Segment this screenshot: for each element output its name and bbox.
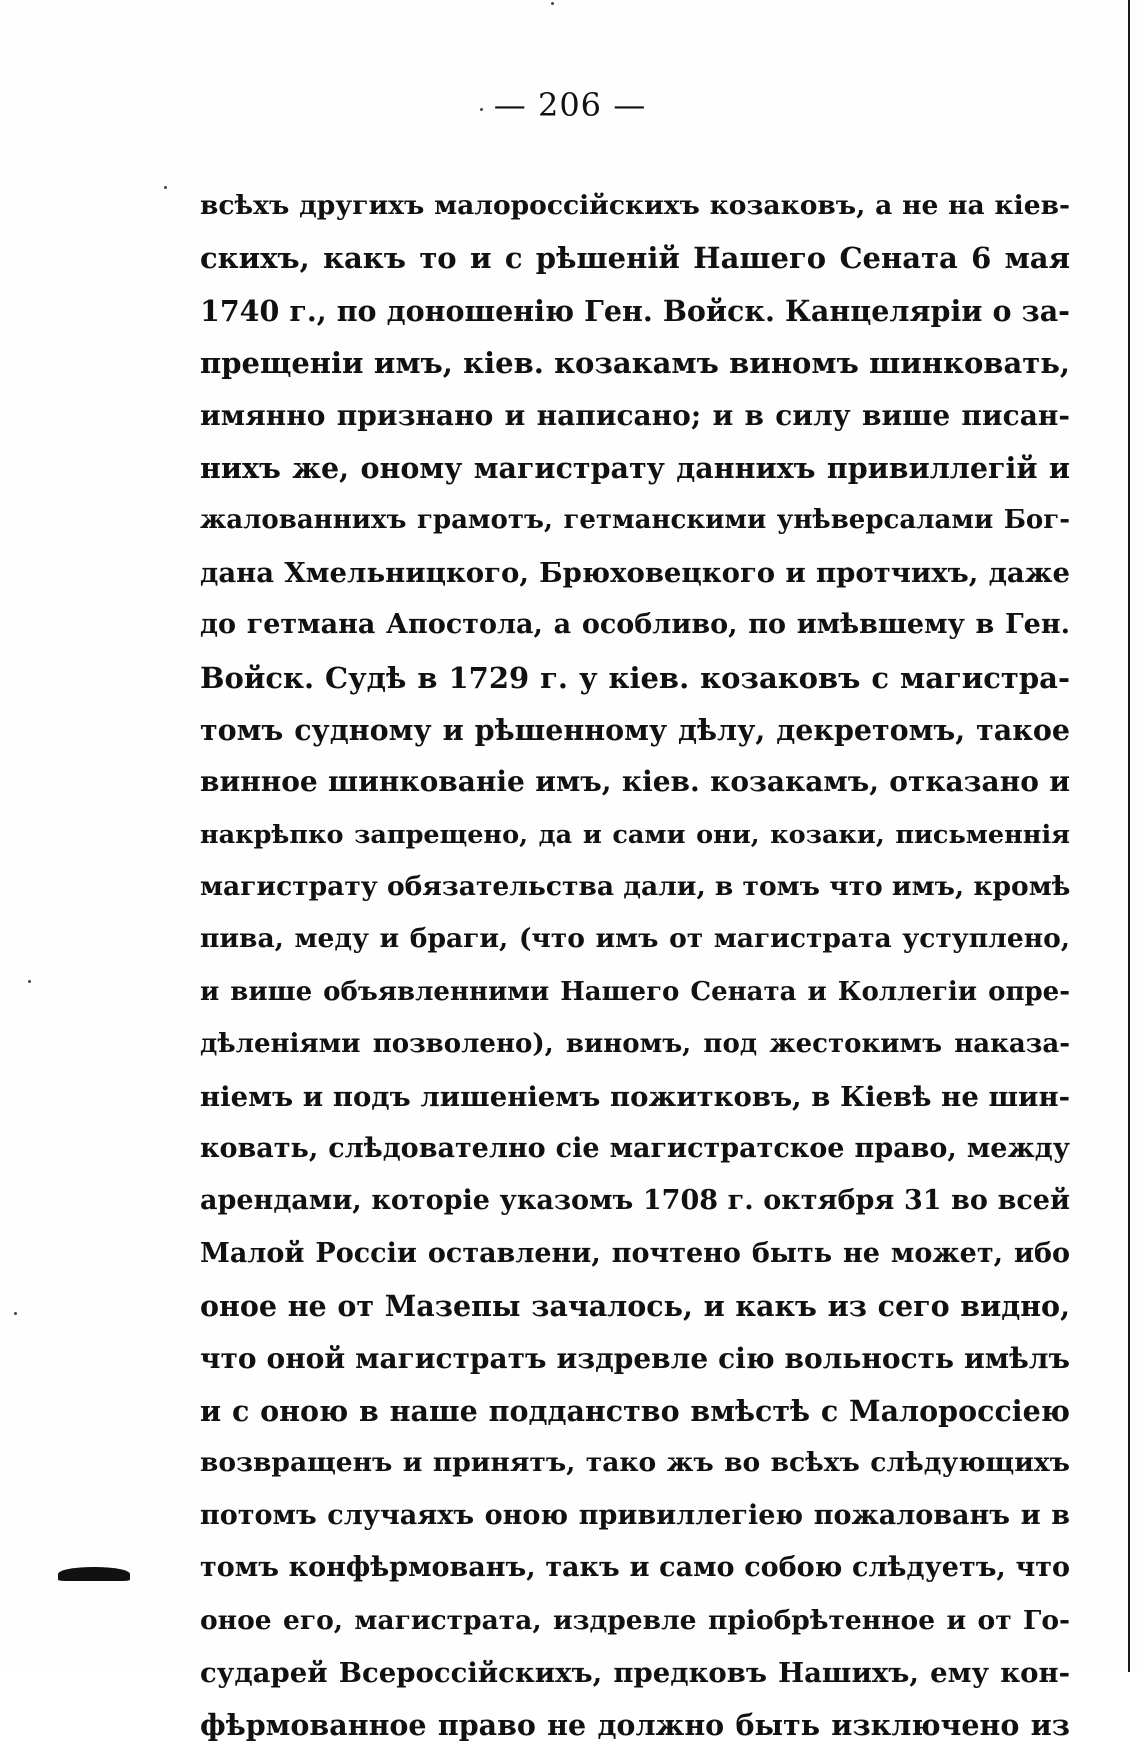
- text-line: ковать, слѣдователно сіе магистратское право, между: [200, 1133, 1070, 1165]
- text-line: до гетмана Апостола, а особливо, по имѣвшему в Ген.: [200, 609, 1070, 641]
- text-line: и с оною в наше подданство вмѣстѣ с Малороссіею: [200, 1393, 1070, 1428]
- body-text: [200, 180, 1070, 1752]
- text-line: имянно признано и написано; и в силу више писан-: [200, 398, 1070, 432]
- ink-speck: [164, 186, 167, 189]
- text-line: Малой Россіи оставлени, почтено быть не может, ибо: [200, 1237, 1070, 1269]
- text-line: винное шинкованіе имъ, кіев. козакамъ, отказано и: [200, 765, 1070, 799]
- text-line: 1740 г., по доношенію Ген. Войск. Канцеляріи о за-: [200, 293, 1070, 328]
- text-line: что оной магистратъ издревле сію вольность имѣлъ: [200, 1341, 1070, 1375]
- ink-blot: [58, 1567, 130, 1581]
- page-edge-line: [1128, 0, 1130, 1672]
- ink-speck: [28, 980, 31, 983]
- text-line: томъ конфѣрмованъ, такъ и само собою слѣдуетъ, что: [200, 1552, 1070, 1584]
- text-line: прещеніи имъ, кіев. козакамъ виномъ шинковать,: [200, 346, 1070, 381]
- text-line: оное его, магистрата, издревле пріобрѣтенное и от Го-: [200, 1604, 1070, 1636]
- text-line: Войск. Судѣ в 1729 г. у кіев. козаковъ с магистра-: [200, 660, 1070, 695]
- text-line: сударей Всероссійскихъ, предковъ Нашихъ, ему кон-: [200, 1656, 1070, 1689]
- text-line: пива, меду и браги, (что имъ от магистрата уступлено,: [200, 923, 1070, 955]
- text-line: дѣленіями позволено), виномъ, под жестокимъ наказа-: [200, 1029, 1070, 1060]
- text-line: всѣхъ другихъ малороссійскихъ козаковъ, а не на кіев-: [200, 190, 1070, 221]
- text-line: магистрату обязательства дали, в томъ что имъ, кромѣ: [200, 871, 1070, 903]
- text-line: накрѣпко запрещено, да и сами они, козаки, письменнія: [200, 819, 1070, 850]
- text-line: дана Хмельницкого, Брюховецкого и протчихъ, даже: [200, 556, 1070, 589]
- text-line: ніемъ и подъ лишеніемъ пожитковъ, в Кіевѣ не шин-: [200, 1080, 1070, 1113]
- text-line: жалованнихъ грамотъ, гетманскими унѣверсалами Бог-: [200, 505, 1070, 536]
- ink-speck: [480, 108, 483, 111]
- text-line: томъ судному и рѣшенному дѣлу, декретомъ, такое: [200, 712, 1070, 747]
- ink-speck: [551, 2, 554, 5]
- text-line: нихъ же, оному магистрату даннихъ привиллегій и: [200, 450, 1070, 485]
- text-line: и више объявленними Нашего Сената и Коллегіи опре-: [200, 976, 1070, 1007]
- text-line: потомъ случаяхъ оною привиллегіею пожалованъ и в: [200, 1499, 1070, 1531]
- text-line: арендами, которіе указомъ 1708 г. октября 31 во всей: [200, 1185, 1070, 1217]
- text-line: возвращенъ и принятъ, тако жъ во всѣхъ слѣдующихъ: [200, 1447, 1070, 1479]
- text-line: скихъ, какъ то и с рѣшеній Нашего Сената 6 мая: [200, 241, 1070, 276]
- ink-speck: [14, 1312, 17, 1315]
- text-line: оное не от Мазепы зачалось, и какъ из сего видно,: [200, 1289, 1070, 1324]
- text-line: фѣрмованное право не должно быть изключено из: [200, 1708, 1070, 1743]
- page-number: — 206 —: [493, 86, 647, 124]
